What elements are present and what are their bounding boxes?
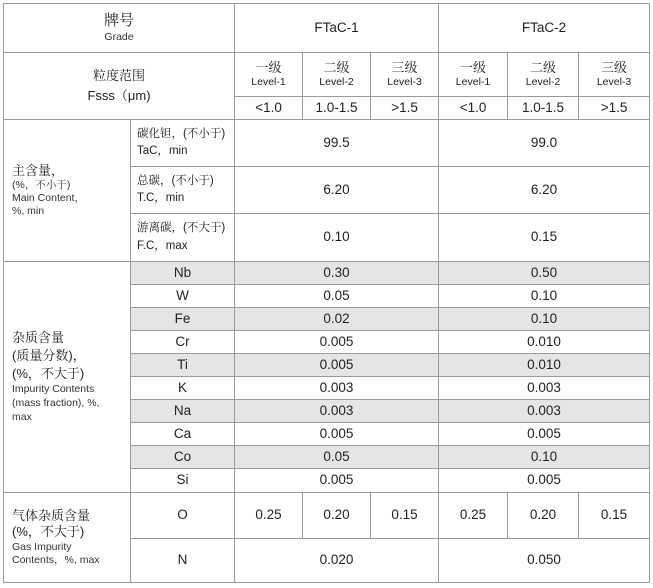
impurity-value-ftac1: 0.005 <box>235 354 439 377</box>
size-range-header <box>4 53 235 120</box>
impurity-value-ftac1: 0.003 <box>235 400 439 423</box>
impurity-value-ftac2: 0.003 <box>439 400 650 423</box>
gas-o-value: 0.15 <box>371 493 439 539</box>
impurity-value-ftac2: 0.10 <box>439 446 650 469</box>
impurity-element: Nb <box>131 262 235 285</box>
range-level-2-b: 1.0-1.5 <box>508 97 579 120</box>
impurity-element: K <box>131 377 235 400</box>
impurity-value-ftac1: 0.05 <box>235 446 439 469</box>
impurity-value-ftac2: 0.003 <box>439 377 650 400</box>
impurity-element: Cr <box>131 331 235 354</box>
impurity-element: W <box>131 285 235 308</box>
range-level-3-b: >1.5 <box>579 97 650 120</box>
impurity-element: Ti <box>131 354 235 377</box>
grade-header-cell <box>4 4 235 53</box>
gas-o-value: 0.20 <box>508 493 579 539</box>
impurity-element: Fe <box>131 308 235 331</box>
level-1-header-a: 一级 Level-1 <box>235 53 303 97</box>
main-value-ftac1: 99.5 <box>235 120 439 167</box>
impurity-value-ftac2: 0.50 <box>439 262 650 285</box>
impurity-element: Co <box>131 446 235 469</box>
impurity-value-ftac1: 0.05 <box>235 285 439 308</box>
gas-o-value: 0.25 <box>235 493 303 539</box>
range-level-3-a: >1.5 <box>371 97 439 120</box>
impurity-element: Ca <box>131 423 235 446</box>
impurity-label: 杂质含量 (质量分数)， (%，不大于) Impurity Contents (mass fraction), %, max <box>4 262 131 493</box>
impurity-value-ftac2: 0.10 <box>439 285 650 308</box>
main-value-ftac1: 0.10 <box>235 214 439 262</box>
impurity-element: Na <box>131 400 235 423</box>
impurity-value-ftac2: 0.010 <box>439 331 650 354</box>
impurity-value-ftac1: 0.30 <box>235 262 439 285</box>
main-value-ftac2: 99.0 <box>439 120 650 167</box>
size-range-en: Fsss（μm) <box>87 88 151 103</box>
impurity-value-ftac2: 0.10 <box>439 308 650 331</box>
gas-element-o: O <box>131 493 235 539</box>
gas-n-value-ftac2: 0.050 <box>439 539 650 583</box>
grade-label-en: Grade <box>104 30 134 43</box>
level-3-header-b: 三级 Level-3 <box>579 53 650 97</box>
specification-table <box>3 3 650 583</box>
level-2-header-a: 二级 Level-2 <box>303 53 371 97</box>
main-value-ftac2: 6.20 <box>439 167 650 214</box>
range-level-2-a: 1.0-1.5 <box>303 97 371 120</box>
level-1-header-b: 一级 Level-1 <box>439 53 508 97</box>
impurity-value-ftac2: 0.010 <box>439 354 650 377</box>
gas-element-n: N <box>131 539 235 583</box>
main-row-label: 碳化钽，(不小于) TaC，min <box>131 120 235 167</box>
main-value-ftac1: 6.20 <box>235 167 439 214</box>
impurity-value-ftac1: 0.005 <box>235 469 439 493</box>
level-3-header-a: 三级 Level-3 <box>371 53 439 97</box>
impurity-element: Si <box>131 469 235 493</box>
product-name-ftac1: FTaC-1 <box>235 4 439 53</box>
gas-n-value-ftac1: 0.020 <box>235 539 439 583</box>
product-name-ftac2: FTaC-2 <box>439 4 650 53</box>
impurity-value-ftac1: 0.005 <box>235 423 439 446</box>
main-content-label: 主含量， (%，不小于) Main Content， %, min <box>4 120 131 262</box>
gas-o-value: 0.20 <box>303 493 371 539</box>
size-range-zh: 粒度范围 <box>93 67 146 83</box>
range-level-1-b: <1.0 <box>439 97 508 120</box>
grade-label-zh: 牌号 <box>104 12 135 30</box>
gas-impurity-label: 气体杂质含量 (%，不大于) Gas Impurity Contents，%, max <box>4 493 131 583</box>
range-level-1-a: <1.0 <box>235 97 303 120</box>
impurity-value-ftac1: 0.005 <box>235 331 439 354</box>
gas-o-value: 0.15 <box>579 493 650 539</box>
level-2-header-b: 二级 Level-2 <box>508 53 579 97</box>
main-value-ftac2: 0.15 <box>439 214 650 262</box>
impurity-value-ftac1: 0.02 <box>235 308 439 331</box>
gas-o-value: 0.25 <box>439 493 508 539</box>
impurity-value-ftac1: 0.003 <box>235 377 439 400</box>
main-row-label: 游离碳，(不大于) F.C，max <box>131 214 235 262</box>
impurity-value-ftac2: 0.005 <box>439 469 650 493</box>
impurity-value-ftac2: 0.005 <box>439 423 650 446</box>
main-row-label: 总碳，(不小于) T.C，min <box>131 167 235 214</box>
